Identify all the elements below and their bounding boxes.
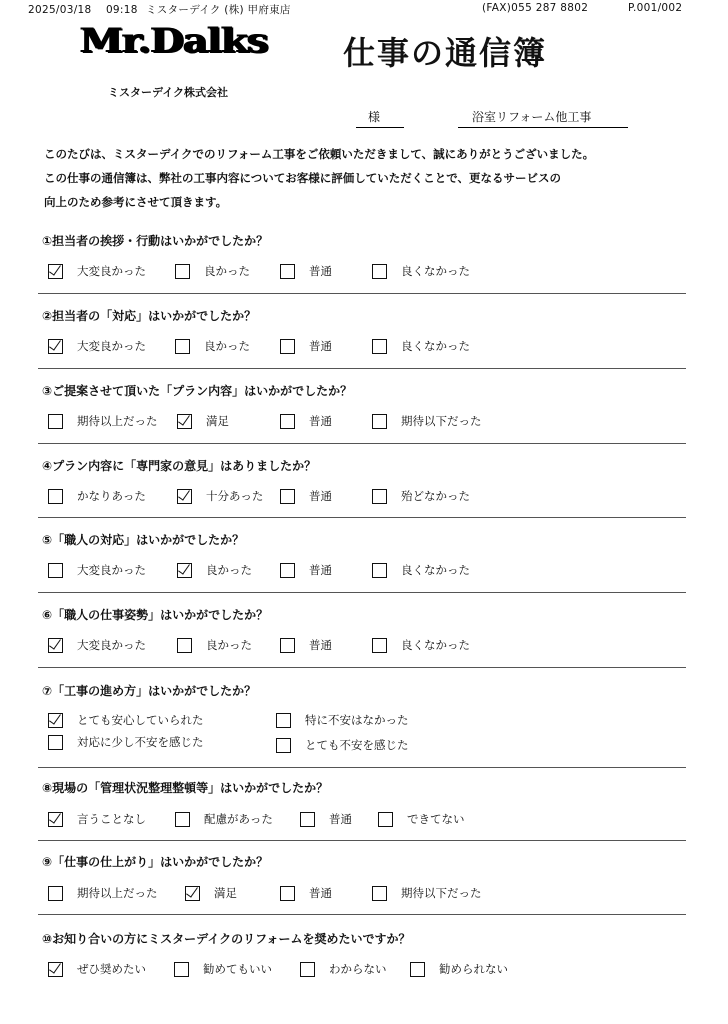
checkbox-icon[interactable] [372, 339, 387, 354]
option-label: 良くなかった [401, 563, 470, 577]
checkbox-icon[interactable] [280, 414, 295, 429]
option-label: 配慮があった [204, 812, 273, 826]
question-1-option[interactable] [280, 262, 332, 280]
customer-name-field: 様 [356, 108, 404, 128]
question-6-option[interactable] [177, 636, 252, 654]
checkbox-icon[interactable] [177, 638, 192, 653]
option-label: かなりあった [77, 489, 146, 503]
option-label: 普通 [309, 264, 332, 278]
section-divider [38, 443, 686, 444]
checkbox-icon[interactable] [280, 638, 295, 653]
option-label: 普通 [309, 638, 332, 652]
question-3-text: ③ご提案させて頂いた「プラン内容」はいかがでしたか？ [42, 384, 353, 398]
question-9-text: ⑨「仕事の仕上がり」はいかがでしたか？ [42, 855, 269, 869]
checked-checkbox-icon[interactable] [185, 886, 200, 901]
option-label: ぜひ奨めたい [77, 962, 146, 976]
question-8-text: ⑧現場の「管理状況整理整頓等」はいかがでしたか？ [42, 781, 329, 795]
checked-checkbox-icon[interactable] [48, 812, 63, 827]
company-logo: Mr.Dalks [80, 21, 268, 61]
question-5-option[interactable] [280, 561, 332, 579]
option-label: 大変良かった [77, 264, 146, 278]
option-label: 期待以下だった [401, 886, 482, 900]
question-2-option[interactable] [175, 337, 250, 355]
option-label: 満足 [206, 414, 229, 428]
section-divider [38, 914, 686, 915]
question-1-text: ①担当者の挨拶・行動はいかがでしたか？ [42, 234, 269, 248]
option-label: 期待以上だった [77, 886, 158, 900]
checkbox-icon[interactable] [48, 563, 63, 578]
option-label: とても不安を感じた [305, 738, 409, 752]
question-3-option[interactable] [177, 412, 229, 430]
checkbox-icon[interactable] [372, 563, 387, 578]
option-label: 良かった [204, 264, 250, 278]
question-9-option[interactable] [280, 884, 332, 902]
option-label: 良かった [204, 339, 250, 353]
section-divider [38, 368, 686, 369]
option-label: 良かった [206, 563, 252, 577]
option-label: 大変良かった [77, 638, 146, 652]
option-label: 良くなかった [401, 638, 470, 652]
checked-checkbox-icon[interactable] [48, 713, 63, 728]
option-label: とても安心していられた [77, 713, 204, 727]
option-label: 期待以下だった [401, 414, 482, 428]
option-label: 大変良かった [77, 339, 146, 353]
checkbox-icon[interactable] [175, 812, 190, 827]
question-7-option[interactable] [48, 711, 204, 729]
question-2-text: ②担当者の「対応」はいかがでしたか？ [42, 309, 257, 323]
question-3-option[interactable] [372, 412, 482, 430]
checked-checkbox-icon[interactable] [48, 962, 63, 977]
checkbox-icon[interactable] [280, 886, 295, 901]
option-label: 勧められない [439, 962, 508, 976]
option-label: 勧めてもいい [203, 962, 272, 976]
question-4-option[interactable] [48, 487, 146, 505]
question-10-option[interactable] [300, 960, 387, 978]
checked-checkbox-icon[interactable] [48, 264, 63, 279]
checkbox-icon[interactable] [280, 264, 295, 279]
checkbox-icon[interactable] [280, 563, 295, 578]
question-6-option[interactable] [280, 636, 332, 654]
question-7-text: ⑦「工事の進め方」はいかがでしたか？ [42, 684, 257, 698]
question-5-option[interactable] [372, 561, 470, 579]
question-10-option[interactable] [174, 960, 272, 978]
option-label: 期待以上だった [77, 414, 158, 428]
checkbox-icon[interactable] [175, 264, 190, 279]
checkbox-icon[interactable] [48, 886, 63, 901]
checked-checkbox-icon[interactable] [48, 339, 63, 354]
option-label: 良くなかった [401, 264, 470, 278]
fax-number: (FAX)055 287 8802 [482, 2, 589, 14]
question-5-option[interactable] [48, 561, 146, 579]
checkbox-icon[interactable] [48, 735, 63, 750]
option-label: 普通 [309, 563, 332, 577]
section-divider [38, 840, 686, 841]
option-label: 普通 [309, 489, 332, 503]
question-5-text: ⑤「職人の対応」はいかがでしたか？ [42, 533, 245, 547]
checkbox-icon[interactable] [276, 738, 291, 753]
intro-text [44, 142, 694, 214]
option-label: 良くなかった [401, 339, 470, 353]
question-6-option[interactable] [372, 636, 470, 654]
question-8-option[interactable] [378, 810, 465, 828]
question-7-option[interactable] [276, 736, 409, 754]
question-9-option[interactable] [185, 884, 237, 902]
question-5-option[interactable] [177, 561, 252, 579]
intro-line: この仕事の通信簿は、弊社の工事内容についてお客様に評価していただくことで、更なるサービスの [44, 171, 562, 185]
checkbox-icon[interactable] [300, 812, 315, 827]
intro-line: このたびは、ミスターデイクでのリフォーム工事をご依頼いただきまして、誠にありがとうございました。 [44, 147, 595, 161]
checkbox-icon[interactable] [300, 962, 315, 977]
option-label: 普通 [329, 812, 352, 826]
question-10-option[interactable] [410, 960, 508, 978]
checked-checkbox-icon[interactable] [177, 489, 192, 504]
option-label: 対応に少し不安を感じた [77, 735, 204, 749]
checked-checkbox-icon[interactable] [177, 414, 192, 429]
option-label: 大変良かった [77, 563, 146, 577]
company-name: ミスターデイク株式会社 [108, 86, 229, 99]
option-label: 普通 [309, 886, 332, 900]
section-divider [38, 592, 686, 593]
fax-page-number: P.001/002 [628, 2, 683, 14]
option-label: 普通 [309, 414, 332, 428]
option-label: できてない [407, 812, 465, 826]
checkbox-icon[interactable] [372, 886, 387, 901]
checked-checkbox-icon[interactable] [48, 638, 63, 653]
section-divider [38, 667, 686, 668]
option-label: 普通 [309, 339, 332, 353]
checkbox-icon[interactable] [372, 264, 387, 279]
checkbox-icon[interactable] [372, 489, 387, 504]
checkbox-icon[interactable] [175, 339, 190, 354]
checkbox-icon[interactable] [372, 414, 387, 429]
question-7-option[interactable] [276, 711, 409, 729]
question-1-option[interactable] [372, 262, 470, 280]
checkbox-icon[interactable] [48, 414, 63, 429]
section-divider [38, 293, 686, 294]
work-name-field: 浴室リフォーム他工事 [458, 108, 628, 128]
question-4-option[interactable] [280, 487, 332, 505]
option-label: わからない [329, 962, 387, 976]
document-title: 仕事の通信簿 [343, 34, 548, 72]
question-2-option[interactable] [48, 337, 146, 355]
checkbox-icon[interactable] [280, 339, 295, 354]
question-9-option[interactable] [48, 884, 158, 902]
question-10-text: ⑩お知り合いの方にミスターデイクのリフォームを奨めたいですか？ [42, 932, 411, 946]
option-label: 十分あった [206, 489, 264, 503]
question-2-option[interactable] [280, 337, 332, 355]
question-2-option[interactable] [372, 337, 470, 355]
checkbox-icon[interactable] [276, 713, 291, 728]
checkbox-icon[interactable] [48, 489, 63, 504]
checkbox-icon[interactable] [410, 962, 425, 977]
question-4-text: ④プラン内容に「専門家の意見」はありましたか？ [42, 459, 317, 473]
checkbox-icon[interactable] [372, 638, 387, 653]
question-1-option[interactable] [48, 262, 146, 280]
section-divider [38, 767, 686, 768]
question-7-option[interactable] [48, 733, 204, 751]
question-6-option[interactable] [48, 636, 146, 654]
question-9-option[interactable] [372, 884, 482, 902]
fax-sender: ミスターデイク (株) 甲府東店 [146, 4, 291, 16]
question-8-option[interactable] [175, 810, 273, 828]
checkbox-icon[interactable] [378, 812, 393, 827]
fax-datetime: 2025/03/18 09:18 [28, 4, 138, 16]
option-label: 満足 [214, 886, 237, 900]
checkbox-icon[interactable] [174, 962, 189, 977]
section-divider [38, 517, 686, 518]
question-4-option[interactable] [177, 487, 263, 505]
question-8-option[interactable] [300, 810, 352, 828]
intro-line: 向上のため参考にさせて頂きます。 [44, 195, 228, 209]
option-label: 殆どなかった [401, 489, 470, 503]
option-label: 言うことなし [77, 812, 146, 826]
question-4-option[interactable] [372, 487, 470, 505]
checked-checkbox-icon[interactable] [177, 563, 192, 578]
checkbox-icon[interactable] [280, 489, 295, 504]
option-label: 特に不安はなかった [305, 713, 409, 727]
question-3-option[interactable] [48, 412, 158, 430]
question-1-option[interactable] [175, 262, 250, 280]
question-6-text: ⑥「職人の仕事姿勢」はいかがでしたか？ [42, 608, 269, 622]
option-label: 良かった [206, 638, 252, 652]
question-8-option[interactable] [48, 810, 146, 828]
question-3-option[interactable] [280, 412, 332, 430]
question-10-option[interactable] [48, 960, 146, 978]
